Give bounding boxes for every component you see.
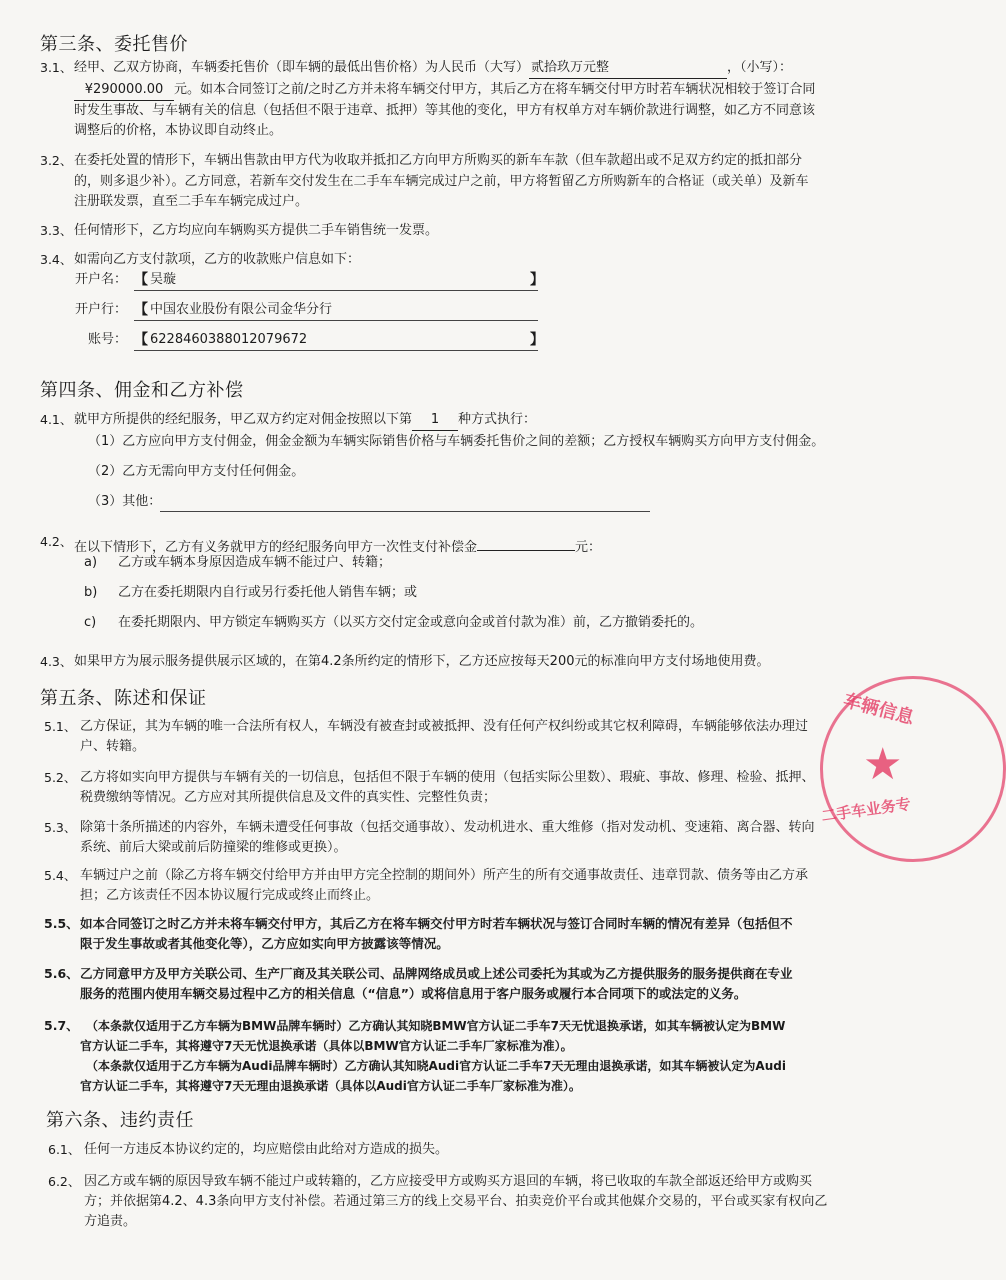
- clause-3-2-number: 3.2、: [40, 153, 73, 168]
- clause-3-1-number: 3.1、: [40, 60, 73, 75]
- clause-3-3-number: 3.3、: [40, 223, 73, 238]
- clause-3-1-line-4: 调整后的价格，本协议即自动终止。: [74, 123, 283, 138]
- clause-3-4-number: 3.4、: [40, 252, 73, 267]
- clause-6-1-number: 6.1、: [48, 1142, 81, 1157]
- clause-5-1-number: 5.1、: [44, 719, 77, 734]
- account-name-right-bracket: 】: [530, 272, 544, 288]
- account-number-underline: [134, 350, 538, 351]
- clause-6-2-line-1: 因乙方或车辆的原因导致车辆不能过户或转籍的，乙方应接受甲方或购买方退回的车辆，将已收取的车款全部返还给甲方或购买: [84, 1174, 813, 1189]
- clause-5-6-number: 5.6、: [44, 966, 79, 981]
- clause-4-2-line-1: 在以下情形下，乙方有义务就甲方的经纪服务向甲方一次性支付补偿金 元：: [74, 532, 894, 558]
- clause-5-2-number: 5.2、: [44, 770, 77, 785]
- clause-5-7-number: 5.7、: [44, 1018, 79, 1033]
- clause-6-1-text: 任何一方违反本协议约定的，均应赔偿由此给对方造成的损失。: [84, 1142, 449, 1157]
- account-bank-left-bracket: 【: [134, 302, 148, 318]
- clause-5-2-line-1: 乙方将如实向甲方提供与车辆有关的一切信息，包括但不限于车辆的使用（包括实际公里数）、瑕疵、事故、修理、检验、抵押、: [80, 770, 815, 785]
- price-amount-number: ¥290000.00: [74, 80, 174, 101]
- clause-3-2-line-2: 的，则多退少补）。乙方同意，若新车交付发生在二手车车辆完成过户之前，甲方将暂留乙方所购新车的合格证（或关单）及新车: [74, 174, 809, 189]
- clause-5-7-line-2: 官方认证二手车，其将遵守7天无忧退换承诺（具体以BMW官方认证二手车厂家标准为准）。: [80, 1039, 573, 1053]
- clause-4-2-b-key: b): [84, 585, 98, 600]
- company-seal: [820, 676, 1006, 862]
- article-4-title: 第四条、佣金和乙方补偿: [40, 380, 244, 401]
- price-amount-chinese: 贰拾玖万元整: [529, 58, 727, 79]
- clause-6-2-line-2: 方；并依据第4.2、4.3条向甲方支付补偿。若通过第三方的线上交易平台、拍卖竞价平台或其他媒介交易的，平台或买家有权向乙: [84, 1194, 828, 1209]
- clause-5-7-line-3: （本条款仅适用于乙方车辆为Audi品牌车辆时）乙方确认其知晓Audi官方认证二手车7天无理由退换承诺，如其车辆被认定为Audi: [86, 1059, 786, 1073]
- clause-5-4-line-1: 车辆过户之前（除乙方将车辆交付给甲方并由甲方完全控制的期间外）所产生的所有交通事故责任、违章罚款、债务等由乙方承: [80, 868, 809, 883]
- clause-5-3-line-1: 除第十条所描述的内容外，车辆未遭受任何事故（包括交通事故）、发动机进水、重大维修（指对发动机、变速箱、离合器、转向: [80, 820, 815, 835]
- commission-option-2: （2）乙方无需向甲方支付任何佣金。: [88, 464, 305, 479]
- clause-3-1-line-2: ¥290000.00 元。如本合同签订之前/之时乙方并未将车辆交付甲方，其后乙方在将车辆交付甲方时若车辆状况相较于签订合同: [74, 80, 904, 101]
- clause-5-4-line-2: 担；乙方该责任不因本协议履行完成或终止而终止。: [80, 888, 380, 903]
- clause-4-3-text: 如果甲方为展示服务提供展示区域的，在第4.2条所约定的情形下，乙方还应按每天200元的标准向甲方支付场地使用费。: [74, 654, 770, 669]
- clause-5-5-line-2: 限于发生事故或者其他变化等），乙方应如实向甲方披露该等情况。: [80, 936, 449, 951]
- article-6-title: 第六条、违约责任: [46, 1110, 194, 1131]
- seal-top-text: 车辆信息: [841, 689, 917, 729]
- account-number-value: 6228460388012079672: [150, 332, 308, 347]
- star-icon: ★: [863, 739, 903, 790]
- clause-5-5-line-1: 如本合同签订之时乙方并未将车辆交付甲方，其后乙方在将车辆交付甲方时若车辆状况与签订合同时车辆的情况有差异（包括但不: [80, 916, 793, 931]
- clause-4-2-c-key: c): [84, 615, 97, 630]
- clause-5-1-line-1: 乙方保证，其为车辆的唯一合法所有权人，车辆没有被查封或被抵押、没有任何产权纠纷或其它权利障碍，车辆能够依法办理过: [80, 719, 809, 734]
- clause-4-2-a-key: a): [84, 555, 98, 570]
- account-bank-underline: [134, 320, 538, 321]
- clause-3-4-text: 如需向乙方支付款项，乙方的收款账户信息如下：: [74, 252, 361, 267]
- account-name-label: 开户名：: [75, 272, 128, 287]
- clause-4-1-line-1: 就甲方所提供的经纪服务，甲乙双方约定对佣金按照以下第 1 种方式执行：: [74, 410, 894, 431]
- clause-4-2-c-text: 在委托期限内、甲方锁定车辆购买方（以买方交付定金或意向金或首付款为准）前，乙方撤销委托的。: [118, 615, 704, 630]
- account-name-underline: [134, 290, 538, 291]
- account-bank-label: 开户行：: [75, 302, 128, 317]
- account-name-left-bracket: 【: [134, 272, 148, 288]
- account-bank-value: 中国农业股份有限公司金华分行: [150, 302, 333, 317]
- clause-6-2-line-3: 方追责。: [84, 1214, 137, 1229]
- clause-4-1-number: 4.1、: [40, 412, 73, 427]
- clause-5-5-number: 5.5、: [44, 916, 79, 931]
- clause-4-2-number: 4.2、: [40, 534, 73, 549]
- account-number-label: 账号：: [88, 332, 128, 347]
- clause-4-2-b-text: 乙方在委托期限内自行或另行委托他人销售车辆；或: [118, 585, 418, 600]
- account-number-left-bracket: 【: [134, 332, 148, 348]
- commission-option-1: （1）乙方应向甲方支付佣金，佣金金额为车辆实际销售价格与车辆委托售价之间的差额；乙方授权车辆购买方向甲方支付佣金。: [88, 434, 825, 449]
- clause-5-7-line-1: （本条款仅适用于乙方车辆为BMW品牌车辆时）乙方确认其知晓BMW官方认证二手车7天无忧退换承诺，如其车辆被认定为BMW: [86, 1019, 786, 1033]
- clause-5-6-line-1: 乙方同意甲方及甲方关联公司、生产厂商及其关联公司、品牌网络成员或上述公司委托为其或为乙方提供服务的服务提供商在专业: [80, 966, 793, 981]
- commission-choice: 1: [412, 410, 458, 431]
- clause-5-1-line-2: 户、转籍。: [80, 739, 146, 754]
- clause-3-3-text: 任何情形下，乙方均应向车辆购买方提供二手车销售统一发票。: [74, 223, 439, 238]
- clause-5-4-number: 5.4、: [44, 868, 77, 883]
- clause-3-2-line-1: 在委托处置的情形下，车辆出售款由甲方代为收取并抵扣乙方向甲方所购买的新车车款（但车款超出或不足双方约定的抵扣部分: [74, 153, 803, 168]
- clause-4-2-a-text: 乙方或车辆本身原因造成车辆不能过户、转籍；: [118, 555, 392, 570]
- account-name-value: 吴璇: [150, 272, 177, 287]
- commission-option-3-underline: [160, 511, 650, 512]
- clause-3-2-line-3: 注册联发票，直至二手车车辆完成过户。: [74, 194, 309, 209]
- clause-3-1-line-1: 经甲、乙双方协商，车辆委托售价（即车辆的最低出售价格）为人民币（大写） 贰拾玖万元整 ，（小写）：: [74, 58, 894, 79]
- account-number-right-bracket: 】: [530, 332, 544, 348]
- seal-bottom-text: 二手车业务专: [820, 794, 912, 826]
- clause-3-1-line-3: 时发生事故、与车辆有关的信息（包括但不限于违章、抵押）等其他的变化，甲方有权单方对车辆价款进行调整，如乙方不同意该: [74, 103, 816, 118]
- clause-5-3-number: 5.3、: [44, 820, 77, 835]
- article-3-title: 第三条、委托售价: [40, 34, 188, 55]
- compensation-blank: [477, 532, 575, 551]
- clause-6-2-number: 6.2、: [48, 1174, 81, 1189]
- clause-5-2-line-2: 税费缴纳等情况。乙方应对其所提供信息及文件的真实性、完整性负责；: [80, 790, 497, 805]
- article-5-title: 第五条、陈述和保证: [40, 688, 207, 709]
- clause-5-6-line-2: 服务的范围内使用车辆交易过程中乙方的相关信息（“信息”）或将信息用于客户服务或履行本合同项下的或法定的义务。: [80, 986, 747, 1001]
- clause-5-3-line-2: 系统、前后大梁或前后防撞梁的维修或更换）。: [80, 840, 347, 855]
- commission-option-3: （3）其他：: [88, 494, 162, 509]
- clause-4-3-number: 4.3、: [40, 654, 73, 669]
- clause-5-7-line-4: 官方认证二手车，其将遵守7天无理由退换承诺（具体以Audi官方认证二手车厂家标准为准）。: [80, 1079, 581, 1093]
